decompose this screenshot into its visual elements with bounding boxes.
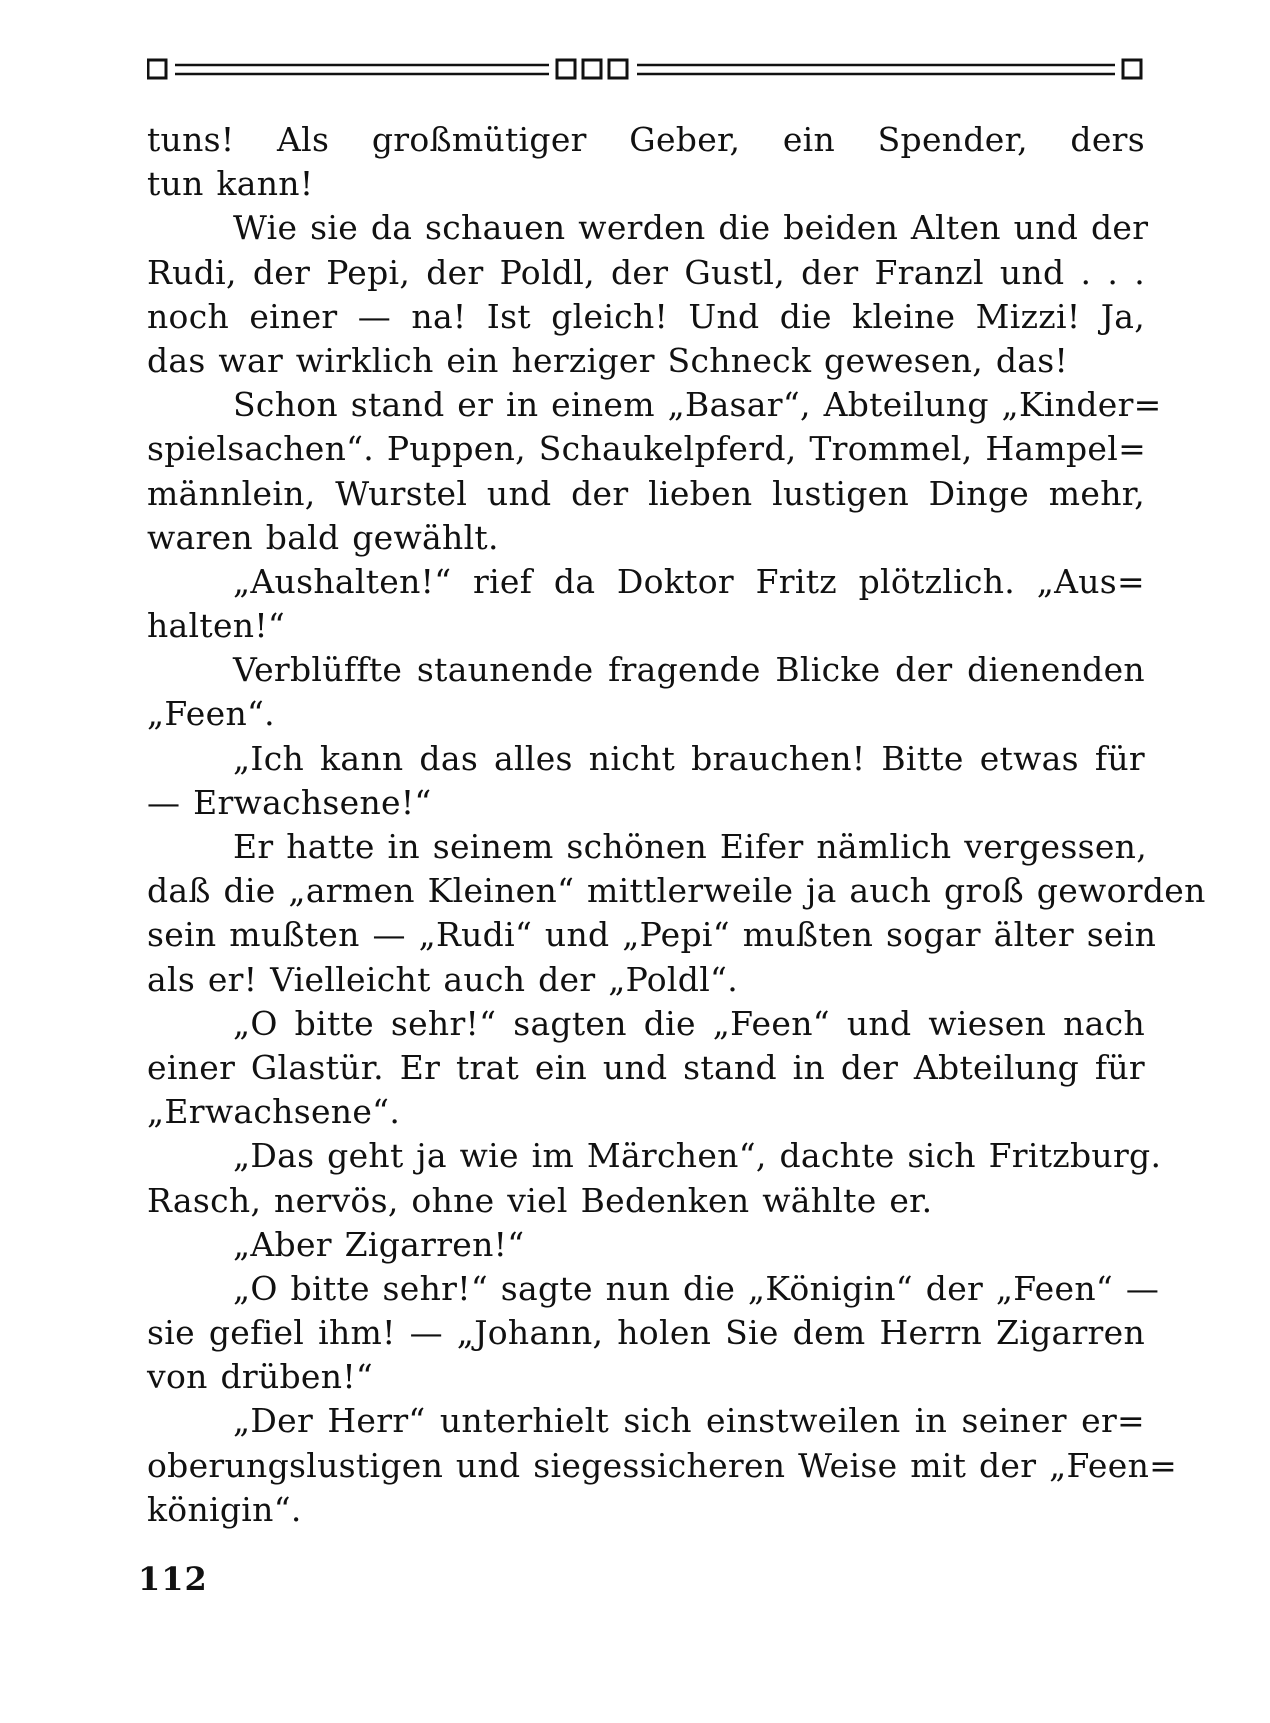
ornament-square-left bbox=[148, 60, 166, 78]
text-line: „Ich kann das alles nicht brauchen! Bitte etwas für bbox=[233, 738, 1145, 778]
ornament-square-right bbox=[1123, 60, 1141, 78]
text-line: waren bald gewählt. bbox=[147, 517, 499, 557]
text-line: männlein, Wurstel und der lieben lustigen Dinge mehr, bbox=[147, 473, 1145, 513]
text-line: als er! Vielleicht auch der „Poldl“. bbox=[147, 959, 739, 999]
text-line: tuns! Als großmütiger Geber, ein Spender, ders bbox=[147, 120, 1145, 159]
text-line: Er hatte in seinem schönen Eifer nämlich vergessen, bbox=[233, 827, 1148, 866]
text-line: noch einer — na! Ist gleich! Und die kleine Mizzi! Ja, bbox=[147, 296, 1145, 336]
body-text bbox=[147, 118, 1206, 1532]
text-line: daß die „armen Kleinen“ mittlerweile ja auch groß geworden bbox=[147, 871, 1206, 911]
text-line: Rasch, nervös, ohne viel Bedenken wählte er. bbox=[147, 1180, 933, 1220]
ornament-square-center-3 bbox=[609, 60, 627, 78]
page-number: 112 bbox=[138, 1560, 208, 1598]
text-line: „Aushalten!“ rief da Doktor Fritz plötzlich. „Aus= bbox=[233, 561, 1145, 601]
text-line: spielsachen“. Puppen, Schaukelpferd, Trommel, Hampel= bbox=[147, 429, 1147, 469]
text-line: tun kann! bbox=[147, 164, 314, 204]
text-line: Wie sie da schauen werden die beiden Alten und der bbox=[233, 208, 1149, 248]
text-line: Verblüffte staunende fragende Blicke der dienenden bbox=[233, 650, 1145, 690]
text-line: halten!“ bbox=[147, 606, 286, 646]
text-line: sein mußten — „Rudi“ und „Pepi“ mußten sogar älter sein bbox=[147, 915, 1157, 955]
text-line: oberungslustigen und siegessicheren Weise mit der „Feen= bbox=[147, 1445, 1178, 1485]
text-line: „O bitte sehr!“ sagte nun die „Königin“ der „Feen“ — bbox=[233, 1268, 1160, 1308]
text-line: königin“. bbox=[147, 1489, 302, 1529]
header-ornament bbox=[147, 54, 1145, 86]
text-line: „Erwachsene“. bbox=[147, 1092, 401, 1132]
text-line: „Feen“. bbox=[147, 694, 275, 734]
text-line: Rudi, der Pepi, der Poldl, der Gustl, der Franzl und . . . bbox=[147, 252, 1145, 292]
text-line: „Das geht ja wie im Märchen“, dachte sich Fritzburg. bbox=[233, 1136, 1162, 1176]
text-line: „Aber Zigarren!“ bbox=[233, 1224, 525, 1264]
text-line: „Der Herr“ unterhielt sich einstweilen in seiner er= bbox=[233, 1401, 1145, 1441]
text-line: einer Glastür. Er trat ein und stand in der Abteilung für bbox=[147, 1047, 1145, 1087]
text-line: Schon stand er in einem „Basar“, Abteilung „Kinder= bbox=[233, 385, 1162, 425]
text-line: von drüben!“ bbox=[147, 1357, 374, 1397]
text-line: „O bitte sehr!“ sagten die „Feen“ und wiesen nach bbox=[233, 1003, 1145, 1043]
ornament-square-center-2 bbox=[583, 60, 601, 78]
text-line: das war wirklich ein herziger Schneck gewesen, das! bbox=[147, 340, 1069, 380]
text-line: — Erwachsene!“ bbox=[147, 782, 432, 822]
text-line: sie gefiel ihm! — „Johann, holen Sie dem Herrn Zigarren bbox=[147, 1313, 1145, 1353]
ornament-square-center-1 bbox=[557, 60, 575, 78]
